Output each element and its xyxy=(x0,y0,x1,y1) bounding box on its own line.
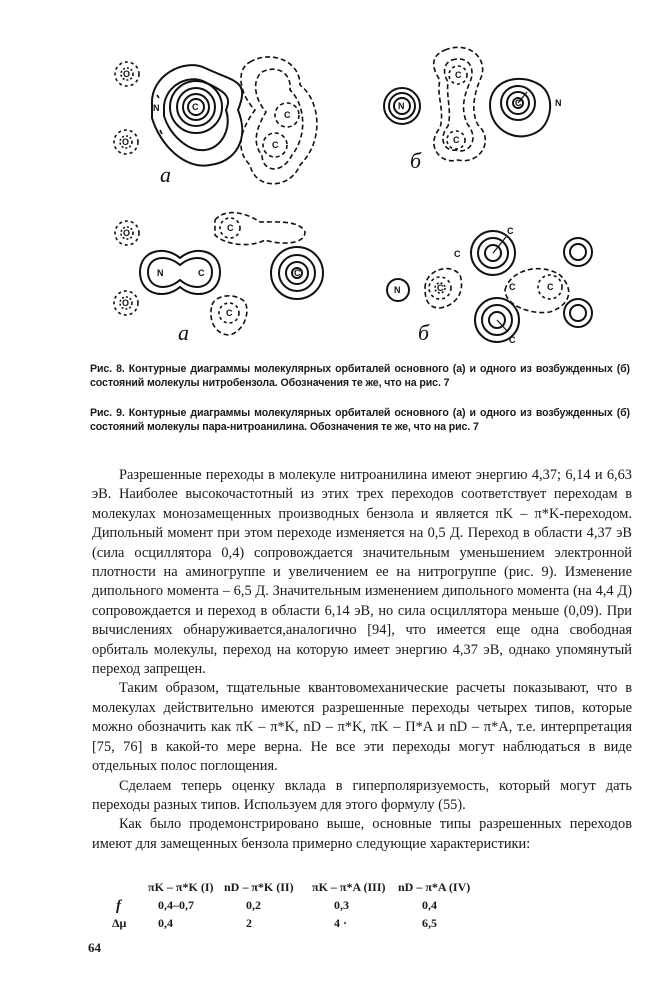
atom-label-c-9b-1: C xyxy=(437,283,444,293)
atom-label-c-9b-5: C xyxy=(547,282,554,292)
atom-label-n-8b: N xyxy=(398,101,405,111)
table-header-3: πK – π*A (III) xyxy=(312,880,386,894)
atom-label-c-8a-r2: C xyxy=(272,140,279,150)
atom-label-c-9b-3: C xyxy=(507,226,514,236)
table-row-label: Δμ xyxy=(112,916,127,930)
panel-letter-9a: а xyxy=(178,320,189,345)
atom-label-c-8b-2: C xyxy=(453,135,460,145)
figure-8-caption: Рис. 8. Контурные диаграммы молекулярных орбиталей основного (а) и одного из возбужденных (б) состояний молекулы нитробензола. Обозначения те же, что на рис. 7 xyxy=(90,363,630,389)
page-number: 64 xyxy=(88,940,101,955)
atom-label-o-8a-top: O xyxy=(123,69,131,79)
table-cell: 6,5 xyxy=(422,916,437,930)
panel-letter-8a: а xyxy=(160,162,171,187)
panel-letter-9b: б xyxy=(418,320,430,345)
atom-label-o-9a-bottom: O xyxy=(122,298,130,308)
atom-label-c-9a-top: C xyxy=(227,223,234,233)
table-cell: 0,4 xyxy=(422,898,437,912)
atom-label-n-8a: N xyxy=(153,103,160,113)
figure-9-caption: Рис. 9. Контурные диаграммы молекулярных орбиталей основного (а) и одного из возбужденных (б) состояний молекулы пара-нитроанилина. Обозначения те же, что на рис. 7 xyxy=(90,407,630,433)
panel-letter-8b: б xyxy=(410,148,422,173)
atom-label-c-8a-r1: C xyxy=(284,110,291,120)
table-cell: 2 xyxy=(246,916,252,930)
panel-8a xyxy=(114,57,317,184)
table-cell: 0,2 xyxy=(246,898,261,912)
atom-label-c-8b-3: C xyxy=(515,98,522,108)
panel-9a xyxy=(114,213,323,335)
atom-label-c-9a: C xyxy=(198,268,205,278)
table-cell: 4 · xyxy=(334,916,348,930)
table-header-2: nD – π*K (II) xyxy=(224,880,294,894)
table-header-4: nD – π*A (IV) xyxy=(398,880,471,894)
atom-label-c-8a: C xyxy=(192,102,199,112)
atom-label-c-9a-right: C xyxy=(294,268,301,278)
atom-label-n-9a: N xyxy=(157,268,164,278)
paragraph-4: Как было продемонстрировано выше, основные типы разрешенных переходов имеют для замещенных бензола примерно следующие характеристики: xyxy=(92,816,632,852)
table-cell: 0,3 xyxy=(334,898,349,912)
atom-label-o-9a-top: O xyxy=(123,228,131,238)
atom-label-n-9b: N xyxy=(394,285,401,295)
atom-label-c-9b-4: C xyxy=(509,282,516,292)
body-text xyxy=(92,466,632,854)
table-header-1: πK – π*K (I) xyxy=(148,880,214,894)
paragraph-3: Сделаем теперь оценку вклада в гиперполяризуемость, который могут дать переходы разных типов. Используем для этого формулу (55). xyxy=(92,777,632,813)
table-row-label: f xyxy=(116,898,121,914)
table-cell: 0,4–0,7 xyxy=(158,898,194,912)
figure-contour-diagrams xyxy=(0,0,653,360)
paragraph-2: Таким образом, тщательные квантовомеханические расчеты показывают, что в молекулах действительно имеются разрешенные переходы четырех типов, которые можно обозначить как πK – π*K, nD – π*K, πK – П*A и nD – π*A, т.е. интерпретация [75, 76] в какой-то мере верна. Не все эти переходы могут наблюдаться в виде отдельных полос поглощения. xyxy=(92,680,632,775)
panel-8b xyxy=(384,47,550,160)
atom-label-n-8b-2: N xyxy=(555,98,562,108)
paragraph-1: Разрешенные переходы в молекуле нитроанилина имеют энергию 4,37; 6,14 и 6,63 эВ. Наиболее высокочастотный из этих трех переходов соответствует переходам в молекулах монозамещенных производных бензола и является πK – π*K-переходом. Дипольный момент при этом переходе изменяется на 0,5 Д. Переход в области 4,37 эВ (сила осциллятора 0,4) сопровождается значительным уменьшением электронной плотности на аминогруппе и увеличением ее на нитрогруппе (рис. 9). Изменение дипольного момента – 6,5 Д. Значительным изменением дипольного момента (на 4,4 Д) сопровождается и переход в области 6,14 эВ, но сила осциллятора меньше (0,09). При вычислениях обнаруживается,аналогично [94], что имеется еще одна свободная орбиталь молекулы, переход на которую имеет энергию 4,37 эВ, однако упомянутый переход запрещен. xyxy=(92,467,632,678)
atom-label-c-8b-1: C xyxy=(455,70,462,80)
atom-label-o-8a-bottom: O xyxy=(122,137,130,147)
atom-label-c-9b-2: C xyxy=(454,249,461,259)
atom-label-c-9b-6: C xyxy=(509,335,516,345)
atom-label-c-9a-bottom: C xyxy=(226,308,233,318)
table-cell: 0,4 xyxy=(158,916,173,930)
